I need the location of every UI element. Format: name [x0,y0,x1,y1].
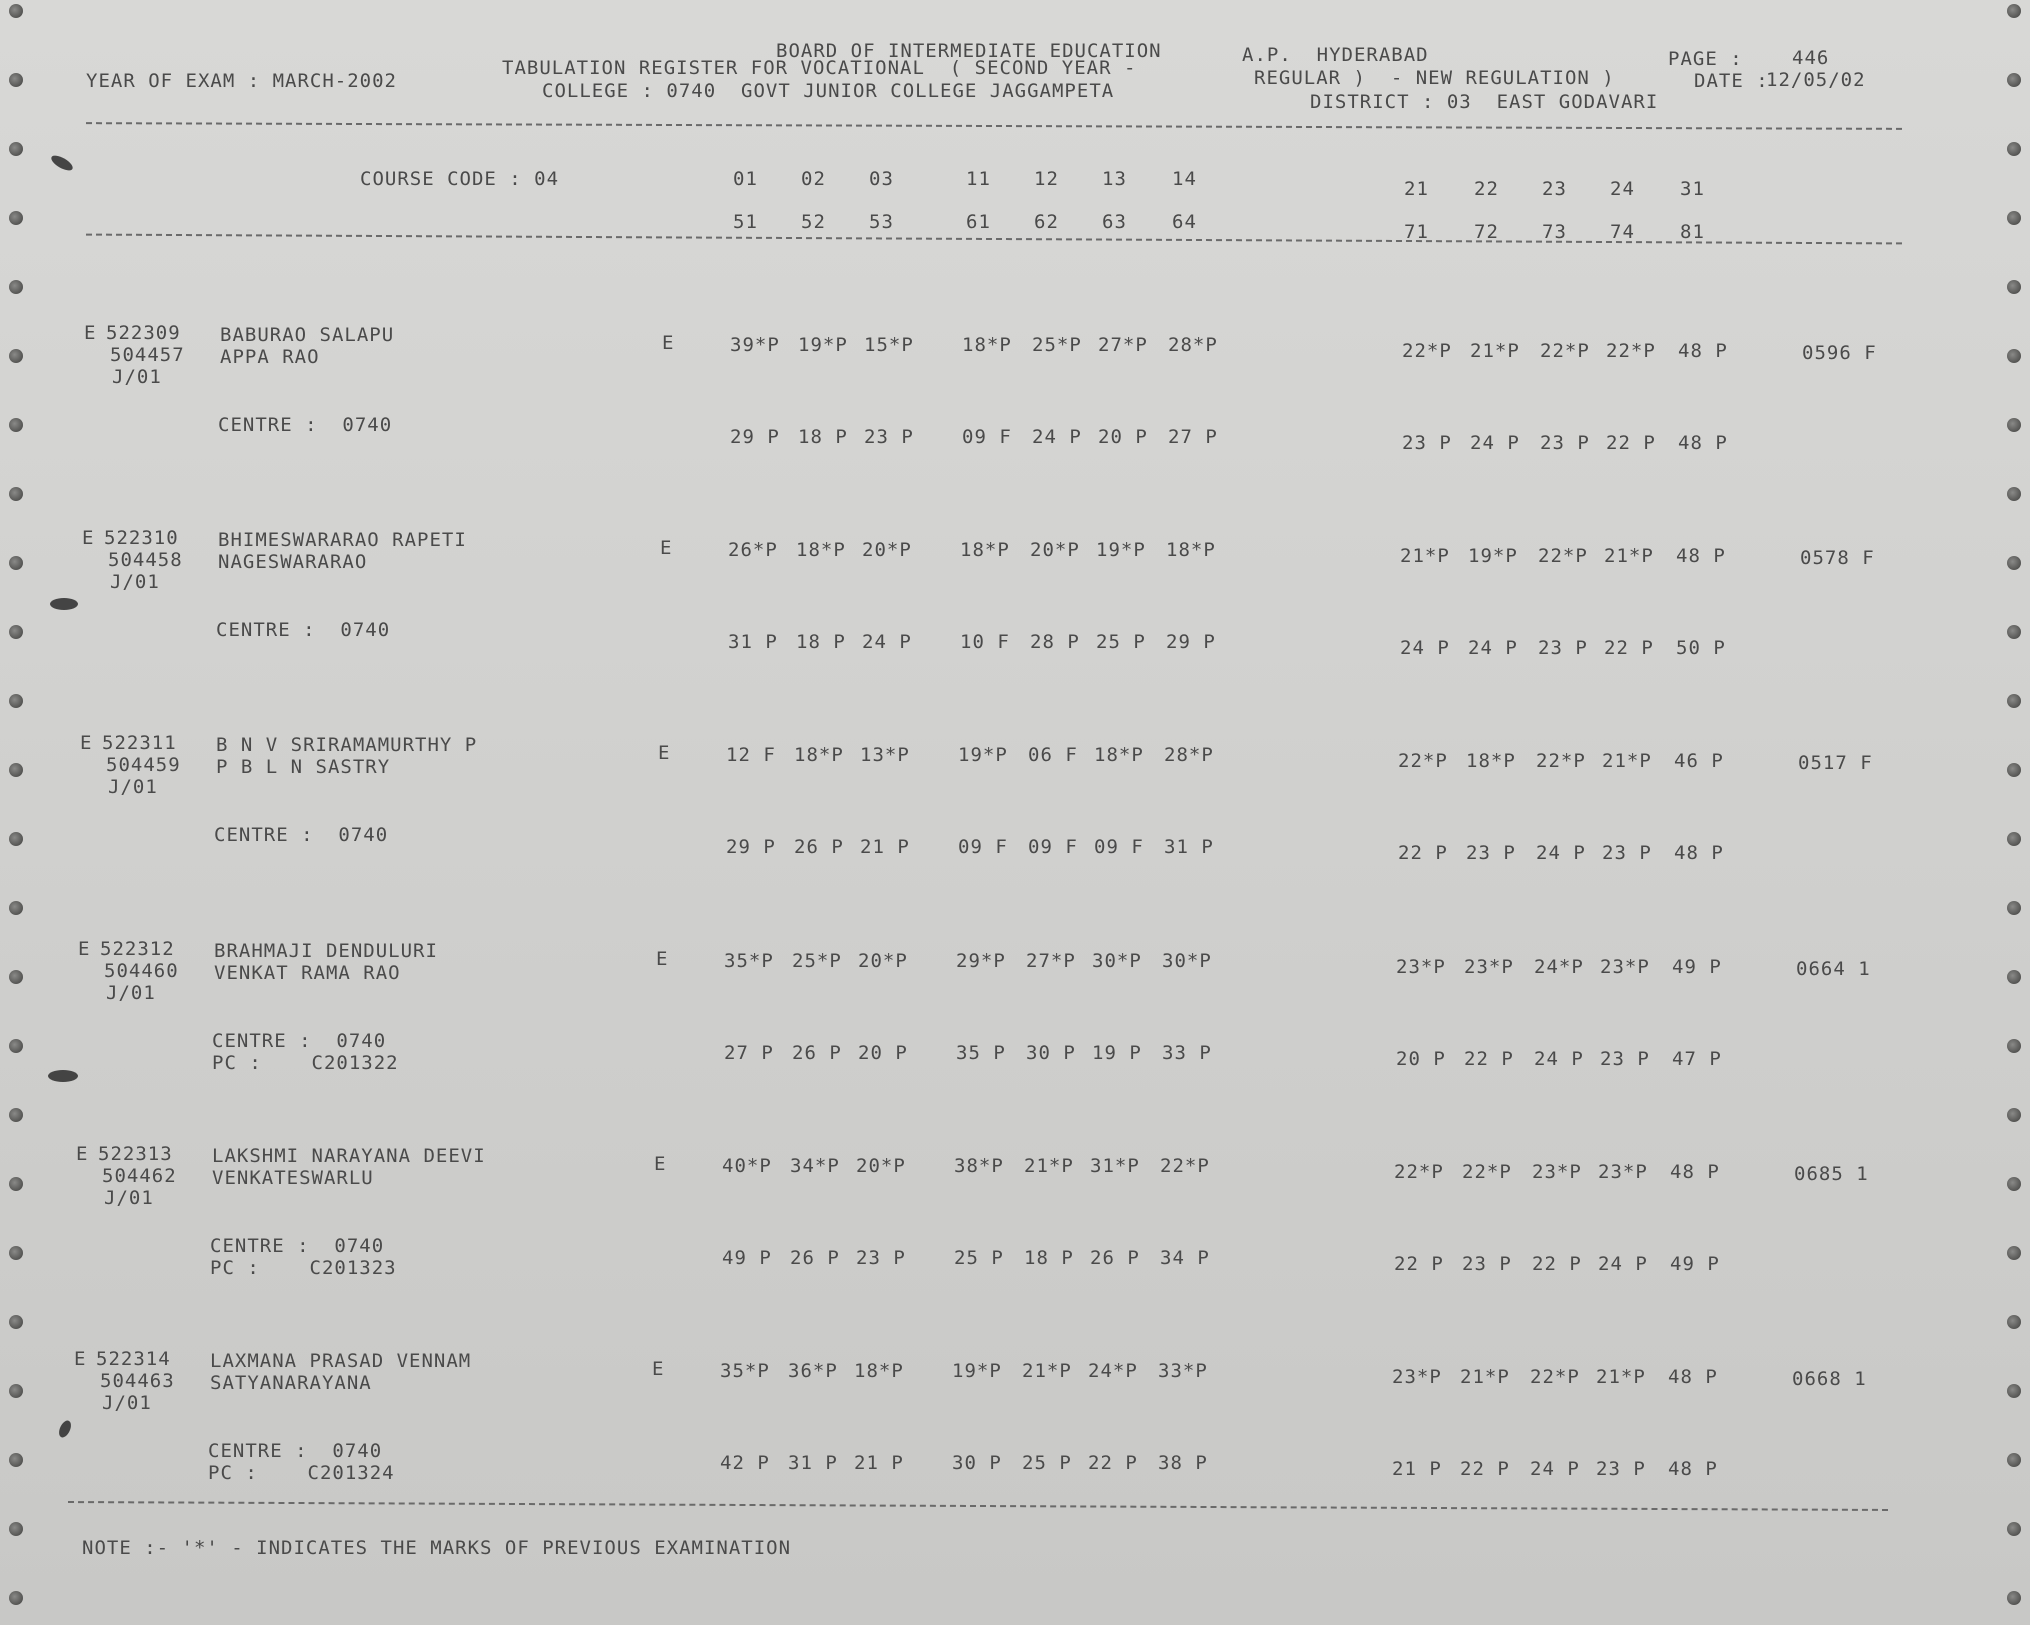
student-name: BABURAO SALAPU [220,324,395,346]
mark-cell: 22*P [1160,1155,1210,1177]
mark-cell: 22*P [1540,340,1590,362]
mark-cell: 23 P [1600,1048,1650,1070]
mark-cell: 21*P [1604,545,1654,567]
hall-ticket-number: 504462 [102,1165,177,1187]
mark-cell: 21*P [1400,545,1450,567]
mark-cell: 10 F [960,631,1010,653]
pc-number: PC : C201322 [212,1052,399,1074]
mark-cell: 18*P [960,539,1010,561]
feed-hole [9,901,23,915]
mark-cell: 40*P [722,1155,772,1177]
feed-hole [2007,280,2021,294]
centre: CENTRE : 0740 [212,1030,387,1052]
exam-flag: E [80,732,93,754]
group-code: J/01 [104,1187,154,1209]
mark-cell: 26 P [1090,1247,1140,1269]
grand-total: 0517 F [1798,752,1873,774]
right-tractor-feed [1990,0,2030,1625]
mark-cell: 23 P [1538,637,1588,659]
mark-cell: 23 P [1462,1253,1512,1275]
centre: CENTRE : 0740 [216,619,391,641]
mark-cell: 34 P [1160,1247,1210,1269]
feed-hole [2007,1246,2021,1260]
feed-hole [9,73,23,87]
feed-hole [2007,142,2021,156]
grand-total: 0668 1 [1792,1368,1867,1390]
mark-cell: 18*P [1166,539,1216,561]
hall-ticket-number: 504460 [104,960,179,982]
feed-hole [2007,1315,2021,1329]
mark-cell: 19 P [1092,1042,1142,1064]
mark-cell: 28*P [1168,334,1218,356]
ink-smudge [48,1070,78,1082]
column-code: 52 [801,211,826,233]
mark-cell: 27*P [1026,950,1076,972]
feed-hole [9,1246,23,1260]
mark-cell: 18*P [854,1360,904,1382]
mark-cell: 24 P [1534,1048,1584,1070]
mark-cell: 26 P [792,1042,842,1064]
medium: E [658,742,671,764]
mark-cell: 23*P [1600,956,1650,978]
column-code: 13 [1102,168,1127,190]
feed-hole [9,556,23,570]
grand-total: 0578 F [1800,547,1875,569]
mark-cell: 23 P [856,1247,906,1269]
hall-ticket-number: 504459 [106,754,181,776]
column-code: 01 [733,168,758,190]
mark-cell: 18 P [798,426,848,448]
pc-number: PC : C201324 [208,1462,395,1484]
mark-cell: 25 P [1096,631,1146,653]
father-name: VENKATESWARLU [212,1167,374,1189]
mark-cell: 24*P [1088,1360,1138,1382]
register-title: TABULATION REGISTER FOR VOCATIONAL ( SECOND YEAR - [502,57,1137,79]
mark-cell: 35*P [720,1360,770,1382]
feed-hole [9,1522,23,1536]
mark-cell: 20 P [1098,426,1148,448]
father-name: VENKAT RAMA RAO [214,962,401,984]
mark-cell: 29 P [726,836,776,858]
mark-cell: 27 P [724,1042,774,1064]
feed-hole [9,349,23,363]
feed-hole [2007,1108,2021,1122]
page-label: PAGE : [1668,48,1743,70]
mark-cell: 27*P [1098,334,1148,356]
feed-hole [2007,625,2021,639]
mark-cell: 18*P [796,539,846,561]
register-number: 522311 [102,732,177,754]
mark-cell: 22*P [1402,340,1452,362]
grand-total: 0664 1 [1796,958,1871,980]
feed-hole [9,1591,23,1605]
medium: E [662,332,675,354]
column-code: 02 [801,168,826,190]
feed-hole [2007,694,2021,708]
mark-cell: 26 P [790,1247,840,1269]
hall-ticket-number: 504457 [110,344,185,366]
mark-cell: 22*P [1398,750,1448,772]
feed-hole [2007,4,2021,18]
feed-hole [9,280,23,294]
mark-cell: 24 P [1530,1458,1580,1480]
mark-cell: 28 P [1030,631,1080,653]
group-code: J/01 [110,571,160,593]
mark-cell: 15*P [864,334,914,356]
mark-cell: 38*P [954,1155,1004,1177]
column-code: 74 [1610,221,1635,243]
mark-cell: 25*P [1032,334,1082,356]
mark-cell: 35*P [724,950,774,972]
medium: E [652,1358,665,1380]
mark-cell: 48 P [1678,432,1728,454]
column-code: 62 [1034,211,1059,233]
column-code: 24 [1610,178,1635,200]
mark-cell: 29 P [1166,631,1216,653]
exam-flag: E [76,1143,89,1165]
mark-cell: 20*P [862,539,912,561]
mark-cell: 23 P [1602,842,1652,864]
mark-cell: 31 P [788,1452,838,1474]
report-date: 12/05/02 [1766,69,1866,91]
mark-cell: 18*P [962,334,1012,356]
mark-cell: 09 F [962,426,1012,448]
exam-flag: E [84,322,97,344]
feed-hole [2007,1591,2021,1605]
pc-number: PC : C201323 [210,1257,397,1279]
mark-cell: 21*P [1022,1360,1072,1382]
mark-cell: 30 P [1026,1042,1076,1064]
footnote: NOTE :- '*' - INDICATES THE MARKS OF PREVIOUS EXAMINATION [82,1537,792,1559]
mark-cell: 31 P [1164,836,1214,858]
column-code: 64 [1172,211,1197,233]
mark-cell: 18*P [794,744,844,766]
mark-cell: 33*P [1158,1360,1208,1382]
mark-cell: 24 P [1536,842,1586,864]
mark-cell: 48 P [1668,1366,1718,1388]
mark-cell: 20*P [1030,539,1080,561]
feed-hole [9,1453,23,1467]
mark-cell: 21 P [1392,1458,1442,1480]
medium: E [660,537,673,559]
mark-cell: 19*P [1468,545,1518,567]
mark-cell: 22 P [1398,842,1448,864]
mark-cell: 27 P [1168,426,1218,448]
mark-cell: 19*P [958,744,1008,766]
mark-cell: 20 P [1396,1048,1446,1070]
medium: E [656,948,669,970]
mark-cell: 25 P [954,1247,1004,1269]
mark-cell: 25*P [792,950,842,972]
mark-cell: 20*P [858,950,908,972]
mark-cell: 22*P [1536,750,1586,772]
feed-hole [9,970,23,984]
feed-hole [2007,832,2021,846]
feed-hole [2007,901,2021,915]
mark-cell: 22 P [1604,637,1654,659]
feed-hole [9,1384,23,1398]
hall-ticket-number: 504463 [100,1370,175,1392]
date-label: DATE : [1694,70,1769,92]
father-name: P B L N SASTRY [216,756,391,778]
mark-cell: 23 P [864,426,914,448]
ink-smudge [49,153,75,174]
mark-cell: 23 P [1466,842,1516,864]
mark-cell: 21*P [1024,1155,1074,1177]
grand-total: 0596 F [1802,342,1877,364]
feed-hole [2007,1453,2021,1467]
course-code: COURSE CODE : 04 [360,168,560,190]
feed-hole [9,487,23,501]
mark-cell: 24 P [1032,426,1082,448]
group-code: J/01 [106,982,156,1004]
mark-cell: 49 P [1670,1253,1720,1275]
column-code: 03 [869,168,894,190]
mark-cell: 23 P [1402,432,1452,454]
feed-hole [9,625,23,639]
column-code: 23 [1542,178,1567,200]
mark-cell: 18*P [1466,750,1516,772]
feed-hole [2007,1384,2021,1398]
mark-cell: 23 P [1596,1458,1646,1480]
mark-cell: 23*P [1396,956,1446,978]
mark-cell: 18 P [796,631,846,653]
mark-cell: 21*P [1602,750,1652,772]
college-line: COLLEGE : 0740 GOVT JUNIOR COLLEGE JAGGAMPETA [542,80,1115,102]
left-tractor-feed [0,0,40,1625]
mark-cell: 35 P [956,1042,1006,1064]
exam-flag: E [82,527,95,549]
mark-cell: 31 P [728,631,778,653]
mark-cell: 30*P [1162,950,1212,972]
mark-cell: 24 P [1598,1253,1648,1275]
footer-rule [68,1501,1888,1511]
column-code: 11 [966,168,991,190]
mark-cell: 22 P [1606,432,1656,454]
mark-cell: 23*P [1464,956,1514,978]
column-code: 61 [966,211,991,233]
mark-cell: 19*P [798,334,848,356]
column-code: 71 [1404,221,1429,243]
column-code: 12 [1034,168,1059,190]
mark-cell: 22 P [1394,1253,1444,1275]
year-of-exam: YEAR OF EXAM : MARCH-2002 [86,70,397,92]
mark-cell: 23 P [1540,432,1590,454]
mark-cell: 09 F [958,836,1008,858]
mark-cell: 21 P [860,836,910,858]
centre: CENTRE : 0740 [214,824,389,846]
feed-hole [9,1315,23,1329]
feed-hole [9,1177,23,1191]
mark-cell: 47 P [1672,1048,1722,1070]
feed-hole [2007,349,2021,363]
mark-cell: 39*P [730,334,780,356]
column-code: 73 [1542,221,1567,243]
column-code: 72 [1474,221,1499,243]
mark-cell: 42 P [720,1452,770,1474]
mark-cell: 22 P [1464,1048,1514,1070]
feed-hole [9,142,23,156]
student-name: LAXMANA PRASAD VENNAM [210,1350,472,1372]
feed-hole [9,694,23,708]
column-code: 81 [1680,221,1705,243]
mark-cell: 13*P [860,744,910,766]
mark-cell: 23*P [1532,1161,1582,1183]
mark-cell: 25 P [1022,1452,1072,1474]
mark-cell: 26 P [794,836,844,858]
column-code: 21 [1404,178,1429,200]
feed-hole [9,4,23,18]
feed-hole [2007,763,2021,777]
mark-cell: 22*P [1538,545,1588,567]
register-number: 522313 [98,1143,173,1165]
column-code: 14 [1172,168,1197,190]
feed-hole [2007,1177,2021,1191]
mark-cell: 18*P [1094,744,1144,766]
mark-cell: 29 P [730,426,780,448]
mark-cell: 28*P [1164,744,1214,766]
mark-cell: 33 P [1162,1042,1212,1064]
exam-flag: E [74,1348,87,1370]
mark-cell: 21*P [1470,340,1520,362]
mark-cell: 19*P [1096,539,1146,561]
feed-hole [2007,556,2021,570]
mark-cell: 48 P [1668,1458,1718,1480]
register-number: 522309 [106,322,181,344]
mark-cell: 18 P [1024,1247,1074,1269]
father-name: SATYANARAYANA [210,1372,372,1394]
mark-cell: 21*P [1460,1366,1510,1388]
register-number: 522310 [104,527,179,549]
group-code: J/01 [112,366,162,388]
column-code: 31 [1680,178,1705,200]
column-code: 53 [869,211,894,233]
student-name: B N V SRIRAMAMURTHY P [216,734,478,756]
page-number: 446 [1792,47,1830,69]
mark-cell: 30*P [1092,950,1142,972]
feed-hole [9,211,23,225]
mark-cell: 21*P [1596,1366,1646,1388]
column-code: 22 [1474,178,1499,200]
mark-cell: 22 P [1088,1452,1138,1474]
medium: E [654,1153,667,1175]
mark-cell: 38 P [1158,1452,1208,1474]
mark-cell: 23*P [1598,1161,1648,1183]
mark-cell: 06 F [1028,744,1078,766]
father-name: NAGESWARARAO [218,551,368,573]
ink-smudge [50,598,78,610]
mark-cell: 09 F [1094,836,1144,858]
centre: CENTRE : 0740 [208,1440,383,1462]
mark-cell: 49 P [1672,956,1722,978]
feed-hole [9,832,23,846]
mark-cell: 20 P [858,1042,908,1064]
board-title: BOARD OF INTERMEDIATE EDUCATION [776,40,1162,62]
mark-cell: 50 P [1676,637,1726,659]
mark-cell: 12 F [726,744,776,766]
mark-cell: 48 P [1670,1161,1720,1183]
feed-hole [9,418,23,432]
mark-cell: 21 P [854,1452,904,1474]
feed-hole [9,1039,23,1053]
feed-hole [2007,970,2021,984]
exam-flag: E [78,938,91,960]
student-name: BRAHMAJI DENDULURI [214,940,438,962]
mark-cell: 22*P [1606,340,1656,362]
group-code: J/01 [102,1392,152,1414]
mark-cell: 22 P [1460,1458,1510,1480]
group-code: J/01 [108,776,158,798]
mark-cell: 34*P [790,1155,840,1177]
feed-hole [2007,418,2021,432]
father-name: APPA RAO [220,346,320,368]
student-name: BHIMESWARARAO RAPETI [218,529,467,551]
board-location: A.P. HYDERABAD [1242,44,1429,66]
regulation: REGULAR ) - NEW REGULATION ) [1254,67,1615,89]
column-code: 63 [1102,211,1127,233]
mark-cell: 26*P [728,539,778,561]
column-code: 51 [733,211,758,233]
header-rule [86,122,1902,130]
feed-hole [9,1108,23,1122]
centre: CENTRE : 0740 [218,414,393,436]
mark-cell: 30 P [952,1452,1002,1474]
mark-cell: 22*P [1394,1161,1444,1183]
mark-cell: 31*P [1090,1155,1140,1177]
district-line: DISTRICT : 03 EAST GODAVARI [1310,91,1659,113]
mark-cell: 24 P [1468,637,1518,659]
mark-cell: 22*P [1530,1366,1580,1388]
feed-hole [2007,1039,2021,1053]
feed-hole [9,763,23,777]
mark-cell: 22*P [1462,1161,1512,1183]
centre: CENTRE : 0740 [210,1235,385,1257]
feed-hole [2007,73,2021,87]
mark-cell: 24 P [1470,432,1520,454]
mark-cell: 48 P [1676,545,1726,567]
mark-cell: 22 P [1532,1253,1582,1275]
feed-hole [2007,487,2021,501]
mark-cell: 46 P [1674,750,1724,772]
feed-hole [2007,211,2021,225]
mark-cell: 20*P [856,1155,906,1177]
mark-cell: 24 P [862,631,912,653]
mark-cell: 36*P [788,1360,838,1382]
mark-cell: 23*P [1392,1366,1442,1388]
mark-cell: 29*P [956,950,1006,972]
ink-smudge [57,1419,74,1440]
mark-cell: 48 P [1678,340,1728,362]
mark-cell: 24*P [1534,956,1584,978]
register-number: 522312 [100,938,175,960]
mark-cell: 24 P [1400,637,1450,659]
mark-cell: 48 P [1674,842,1724,864]
grand-total: 0685 1 [1794,1163,1869,1185]
register-number: 522314 [96,1348,171,1370]
student-name: LAKSHMI NARAYANA DEEVI [212,1145,486,1167]
feed-hole [2007,1522,2021,1536]
mark-cell: 19*P [952,1360,1002,1382]
mark-cell: 09 F [1028,836,1078,858]
mark-cell: 49 P [722,1247,772,1269]
hall-ticket-number: 504458 [108,549,183,571]
